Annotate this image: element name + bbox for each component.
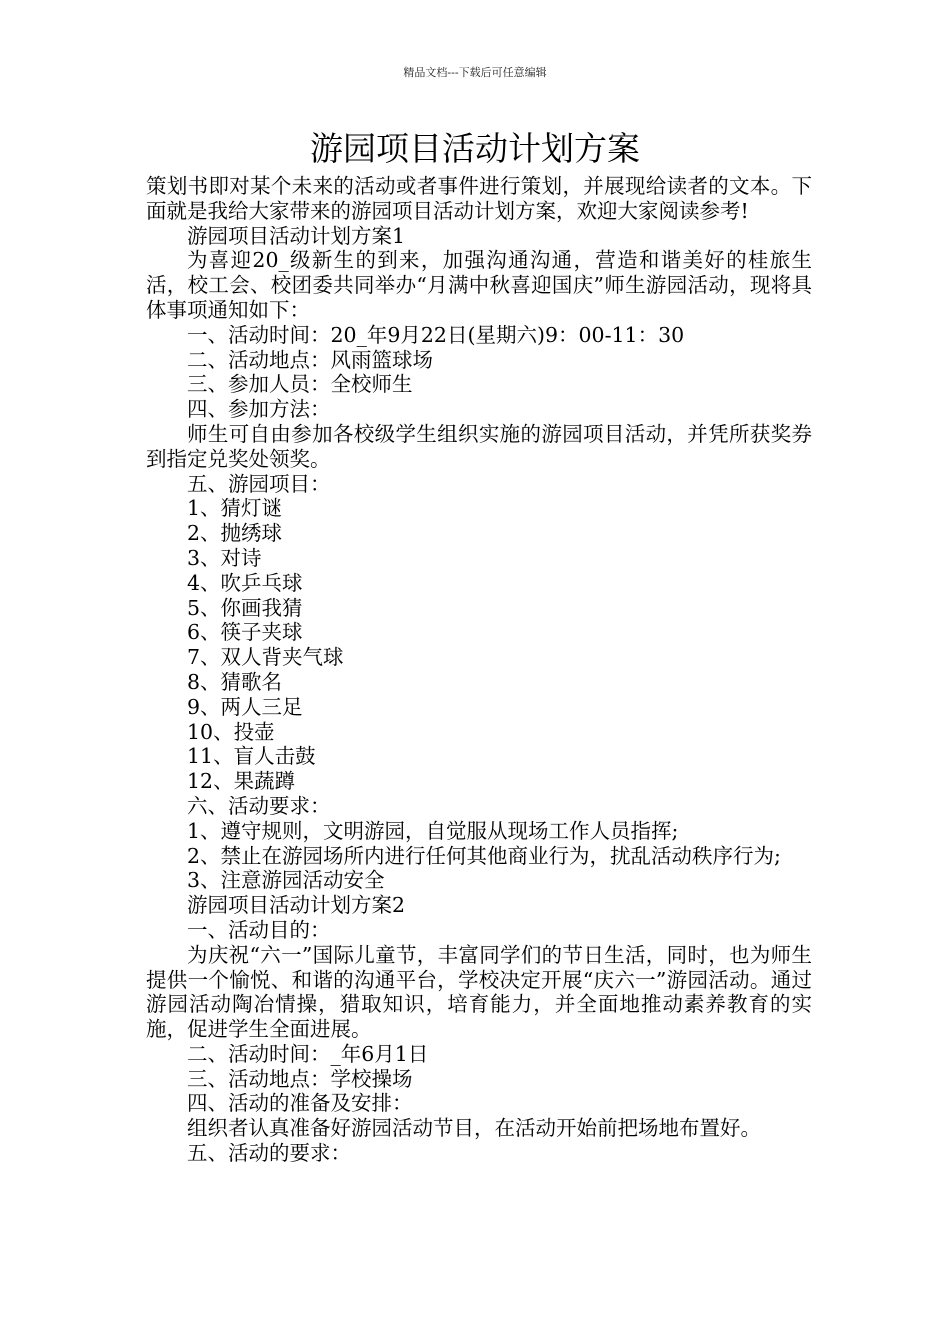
paragraph: 为喜迎20_级新生的到来，加强沟通沟通，营造和谐美好的桂旅生活，校工会、校团委共同举办“月满中秋喜迎国庆”师生游园活动，现将具体事项通知如下： <box>146 248 812 322</box>
list-item: 三、活动地点：学校操场 <box>187 1066 413 1091</box>
list-item: 2、禁止在游园场所内进行任何其他商业行为，扰乱活动秩序行为; <box>187 843 781 868</box>
paragraph: 为庆祝“六一”国际儿童节，丰富同学们的节日生活，同时，也为师生提供一个愉悦、和谐的沟通平台，学校决定开展“庆六一”游园活动。通过游园活动陶冶情操，猎取知识，培育能力，并全面地推动素养教育的实施，促进学生全面进展。 <box>146 942 812 1042</box>
document-title: 游园项目活动计划方案 <box>310 129 640 168</box>
paragraph: 师生可自由参加各校级学生组织实施的游园项目活动，并凭所获奖券到指定兑奖处领奖。 <box>146 421 812 471</box>
list-item: 1、遵守规则，文明游园，自觉服从现场工作人员指挥; <box>187 818 679 843</box>
list-item: 二、活动地点：风雨篮球场 <box>187 347 433 372</box>
section-heading-plan-1: 游园项目活动计划方案1 <box>187 223 406 248</box>
list-item: 4、吹乒乓球 <box>187 570 303 595</box>
list-item: 五、活动的要求： <box>187 1141 351 1166</box>
list-item: 3、注意游园活动安全 <box>187 868 385 893</box>
paragraph: 组织者认真准备好游园活动节目，在活动开始前把场地布置好。 <box>187 1116 761 1141</box>
list-item: 一、活动时间：20_年9月22日(星期六)9：00-11：30 <box>187 322 685 347</box>
list-item: 一、活动目的： <box>187 917 331 942</box>
list-item: 五、游园项目： <box>187 471 331 496</box>
list-item: 12、果蔬蹲 <box>187 769 296 794</box>
section-heading-plan-2: 游园项目活动计划方案2 <box>187 893 406 918</box>
list-item: 11、盲人击鼓 <box>187 744 316 769</box>
list-item: 3、对诗 <box>187 545 262 570</box>
document-body <box>146 174 812 1166</box>
list-item: 六、活动要求： <box>187 793 331 818</box>
list-item: 三、参加人员：全校师生 <box>187 372 413 397</box>
list-item: 四、活动的准备及安排： <box>187 1091 413 1116</box>
list-item: 9、两人三足 <box>187 694 303 719</box>
list-item: 1、猜灯谜 <box>187 496 283 521</box>
list-item: 8、猜歌名 <box>187 669 283 694</box>
list-item: 四、参加方法： <box>187 397 331 422</box>
list-item: 6、筷子夹球 <box>187 620 303 645</box>
list-item: 2、抛绣球 <box>187 521 283 546</box>
list-item: 二、活动时间：_年6月1日 <box>187 1041 429 1066</box>
list-item: 5、你画我猜 <box>187 595 303 620</box>
list-item: 7、双人背夹气球 <box>187 645 344 670</box>
header-note: 精品文档---下载后可任意编辑 <box>403 66 547 79</box>
list-item: 10、投壶 <box>187 719 275 744</box>
intro-paragraph: 策划书即对某个未来的活动或者事件进行策划，并展现给读者的文本。下面就是我给大家带来的游园项目活动计划方案，欢迎大家阅读参考! <box>146 174 812 223</box>
